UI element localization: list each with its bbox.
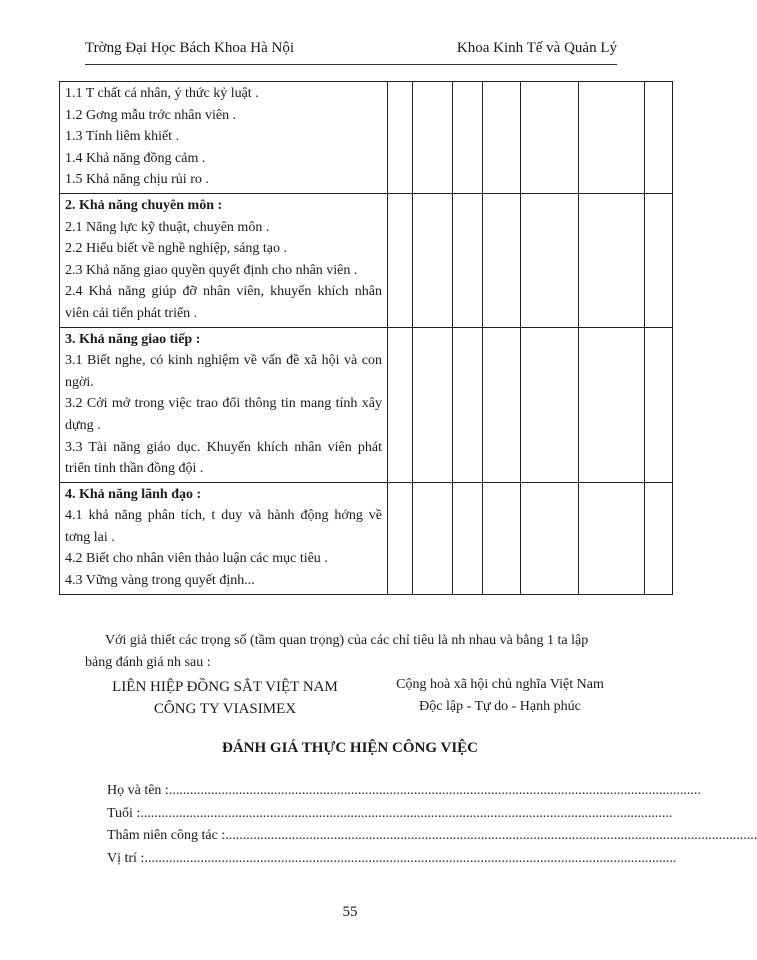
score-cell (453, 327, 483, 482)
field-label: Họ và tên : (107, 783, 169, 798)
criteria-item: 2.4 Khả năng giúp đỡ nhân viên, khuyến khích nhân viên cải tiến phát triển . (65, 284, 382, 321)
score-cell (453, 193, 483, 327)
position-field (107, 848, 677, 871)
criteria-item: 3.2 Cởi mở trong việc trao đổi thông tin mang tính xây dựng . (65, 396, 382, 433)
criteria-item: 1.4 Khả năng đồng cảm . (65, 150, 206, 166)
header-divider (85, 64, 617, 65)
score-cell (645, 482, 673, 594)
score-cell (645, 327, 673, 482)
criteria-item: 2.1 Năng lực kỹ thuật, chuyên môn . (65, 219, 270, 235)
company-name: CÔNG TY VIASIMEX (153, 701, 297, 717)
organization-name: LIÊN HIỆP ĐỒNG SẮT VIỆT NAM (112, 679, 338, 695)
score-cell (388, 327, 413, 482)
age-field (107, 803, 673, 826)
criteria-item: 3.1 Biết nghe, có kinh nghiệm về vấn đề xã hội và con ngời. (65, 353, 382, 390)
section-heading: 4. Khả năng lãnh đạo : (65, 486, 202, 502)
criteria-item: 4.2 Biết cho nhân viên thảo luận các mục tiêu . (65, 551, 328, 567)
employee-info-fields (107, 780, 757, 870)
section-row-4 (60, 482, 673, 594)
score-cell (453, 82, 483, 194)
section-row-3 (60, 327, 673, 482)
organization-block (85, 676, 365, 720)
score-cell (579, 327, 645, 482)
form-title: ĐÁNH GIÁ THỰC HIỆN CÔNG VIỆC (221, 740, 478, 756)
field-fill-line: ........................................................................................................................................................ (144, 850, 677, 866)
field-fill-line: ........................................................................................................................................................ (140, 805, 673, 821)
header-faculty: Khoa Kinh Tế và Quản Lý (456, 40, 617, 56)
score-cell (413, 482, 453, 594)
score-cell (453, 482, 483, 594)
score-cell (483, 482, 521, 594)
score-cell (521, 327, 579, 482)
field-label: Tuổi : (107, 805, 141, 821)
criteria-item: 1.2 Gơng mẫu trớc nhân viên . (65, 107, 237, 123)
criteria-item: 4.1 khả năng phân tích, t duy và hành động hớng về tơng lai . (65, 508, 382, 545)
national-motto-block (372, 674, 628, 718)
criteria-item: 4.3 Vững vàng trong quyết định... (65, 573, 255, 589)
criteria-item: 3.3 Tài năng giáo dục. Khuyến khích nhân viên phát triển tinh thần đồng đội . (65, 439, 382, 477)
criteria-cell (60, 193, 388, 327)
score-cell (483, 82, 521, 194)
score-cell (388, 482, 413, 594)
page-header (85, 40, 617, 62)
section-heading: 2. Khả năng chuyên môn : (65, 197, 223, 213)
field-fill-line: ........................................................................................................................................................ (225, 828, 757, 843)
score-cell (579, 193, 645, 327)
section-heading: 3. Khả năng giao tiếp : (65, 331, 201, 347)
field-label: Thâm niên công tác : (107, 828, 226, 843)
seniority-field (107, 825, 757, 848)
criteria-cell (60, 82, 388, 194)
header-school: Trờng Đại Học Bách Khoa Hà Nội (85, 40, 295, 56)
field-fill-line: ........................................................................................................................................................ (168, 783, 701, 798)
score-cell (521, 482, 579, 594)
score-cell (645, 193, 673, 327)
criteria-item: 2.2 Hiểu biết về nghề nghiệp, sáng tạo . (65, 241, 288, 257)
criteria-cell (60, 482, 388, 594)
score-cell (645, 82, 673, 194)
section-row-1 (60, 82, 673, 194)
criteria-item: 1.3 Tính liêm khiết . (65, 129, 180, 145)
field-label: Vị trí : (107, 850, 145, 866)
score-cell (579, 82, 645, 194)
criteria-item: 2.3 Khả năng giao quyền quyết định cho nhân viên . (65, 262, 358, 278)
score-cell (579, 482, 645, 594)
criteria-cell (60, 327, 388, 482)
country-name: Cộng hoà xã hội chủ nghĩa Việt Nam (396, 677, 604, 692)
score-cell (521, 193, 579, 327)
intro-paragraph: Với giả thiết các trọng số (tầm quan trọng) của các chỉ tiêu là nh nhau và bằng 1 ta lập bảng đánh giá nh sau : (85, 633, 589, 670)
section-row-2 (60, 193, 673, 327)
name-field (107, 780, 701, 803)
page-number: 55 (342, 904, 358, 920)
score-cell (521, 82, 579, 194)
score-cell (413, 327, 453, 482)
criteria-table (59, 81, 673, 595)
criteria-item: 1.1 T chất cá nhân, ý thức kỷ luật . (65, 86, 259, 101)
score-cell (388, 193, 413, 327)
score-cell (483, 193, 521, 327)
score-cell (413, 193, 453, 327)
score-cell (413, 82, 453, 194)
score-cell (483, 327, 521, 482)
criteria-item: 1.5 Khả năng chịu rủi ro . (65, 172, 209, 188)
score-cell (388, 82, 413, 194)
national-motto: Độc lập - Tự do - Hạnh phúc (419, 699, 581, 714)
